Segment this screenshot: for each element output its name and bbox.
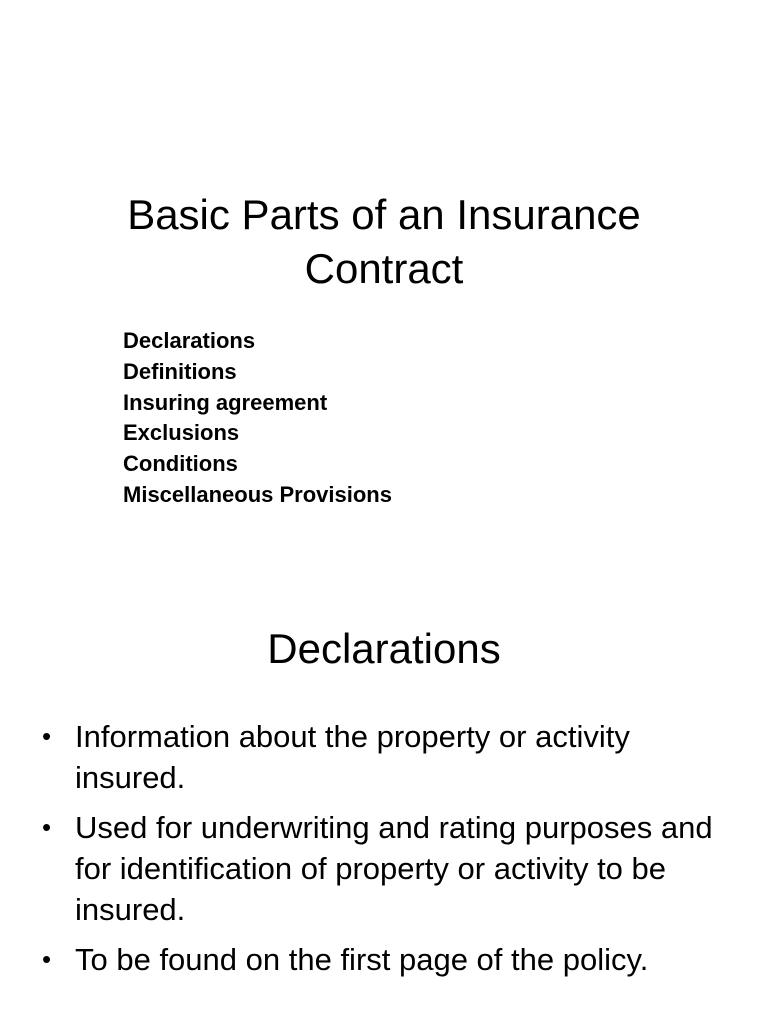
bullet-item <box>0 939 768 980</box>
bullet-icon: • <box>42 944 52 974</box>
bullet-item <box>0 716 768 798</box>
bullet-item <box>0 807 768 930</box>
slide-title-line-2: Contract <box>304 245 464 292</box>
contract-parts-list <box>123 326 392 511</box>
bullet-icon: • <box>42 812 52 842</box>
bullet-icon: • <box>42 721 52 751</box>
bullet-text: To be found on the first page of the policy. <box>75 942 649 977</box>
bullet-text: Used for underwriting and rating purposes and for identification of property or activity to be insured. <box>75 810 713 927</box>
list-item: Definitions <box>123 358 237 384</box>
list-item: Miscellaneous Provisions <box>123 481 392 507</box>
list-item: Insuring agreement <box>123 389 328 415</box>
slide-title <box>0 188 768 296</box>
bullet-text: Information about the property or activity insured. <box>75 719 630 795</box>
declarations-bullet-list <box>0 716 768 989</box>
list-item: Conditions <box>123 451 238 477</box>
list-item: Declarations <box>123 328 256 353</box>
section-title: Declarations <box>267 625 501 672</box>
slide-title-line-1: Basic Parts of an Insurance <box>127 191 641 238</box>
list-item: Exclusions <box>123 420 240 446</box>
